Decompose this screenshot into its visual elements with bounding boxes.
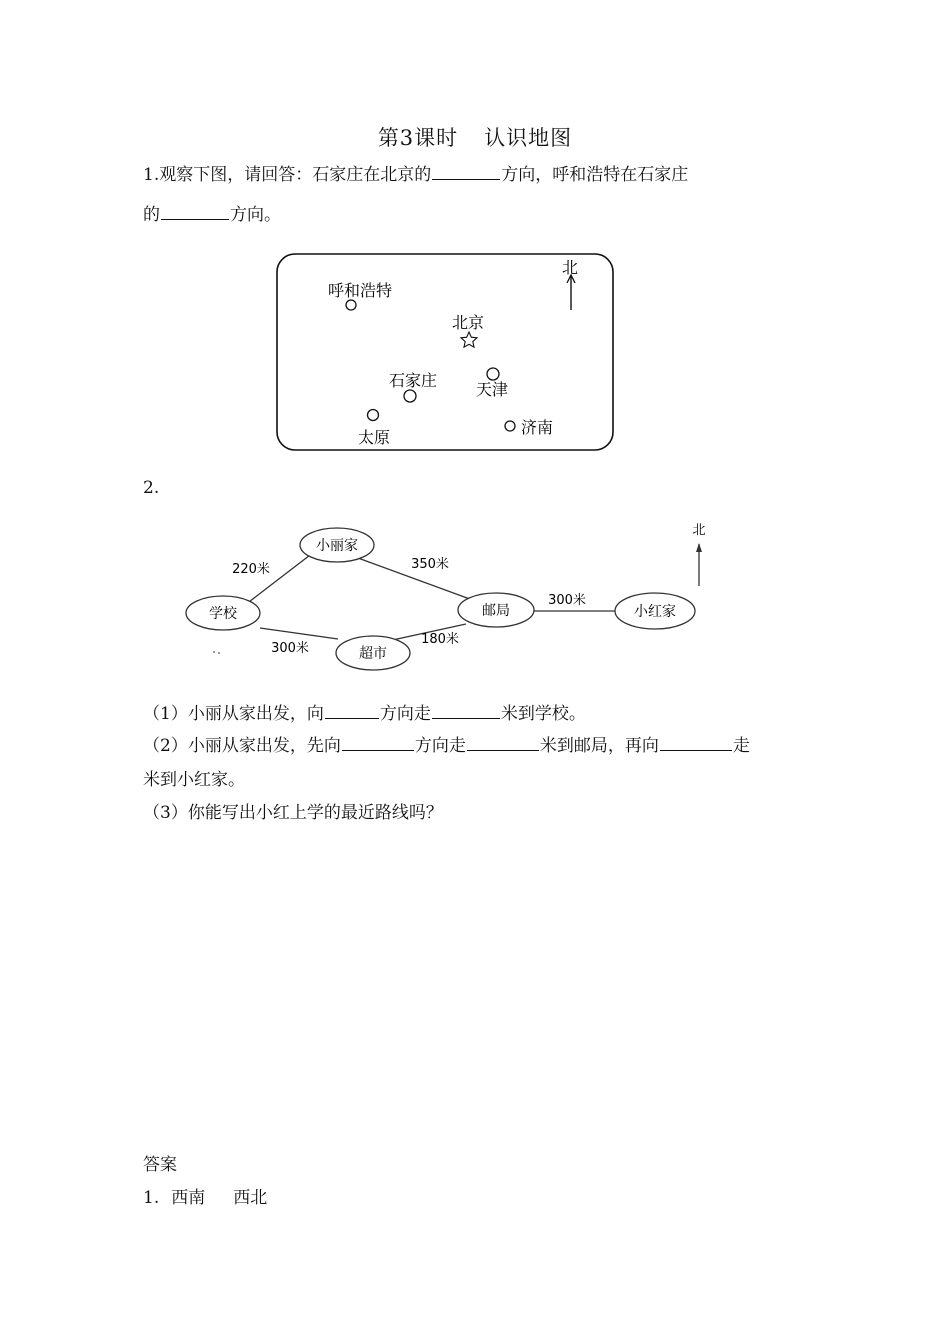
subquestion-1-text-a: （1）小丽从家出发，向	[143, 704, 324, 724]
question-1-line-1	[143, 162, 688, 187]
question-1-text-b: 方向，呼和浩特在石家庄	[501, 165, 689, 185]
city-label-beijing: 北京	[451, 313, 485, 332]
answer-1-first: 西南	[171, 1188, 206, 1208]
subquestion-2-line-2: 米到小红家。	[143, 770, 245, 790]
city-label-huhehaote: 呼和浩特	[327, 281, 393, 300]
city-marker-tianjin	[487, 368, 499, 380]
subquestion-1	[143, 701, 586, 726]
city-label-taiyuan: 太原	[357, 428, 391, 447]
answer-blank-3[interactable]	[325, 701, 379, 719]
distance-school-market: 300米	[271, 641, 309, 656]
capital-star-icon	[461, 332, 477, 347]
distance-post-xiaohong: 300米	[548, 593, 586, 608]
answer-blank-5[interactable]	[342, 733, 414, 751]
answer-1	[143, 1186, 267, 1210]
north-arrow-icon	[567, 275, 575, 310]
city-label-shijiazhuang: 石家庄	[388, 371, 438, 390]
answer-blank-7[interactable]	[660, 733, 732, 751]
lesson-topic: 认识地图	[484, 126, 573, 150]
distance-market-post: 180米	[421, 632, 459, 647]
route-school-xiaoli	[245, 552, 314, 605]
distance-school-xiaoli: 220米	[232, 562, 270, 577]
answer-1-second: 西北	[233, 1188, 268, 1208]
node-label-school: 学校	[209, 606, 237, 622]
question-2-number: 2.	[143, 478, 160, 498]
city-marker-shijiazhuang	[404, 390, 416, 402]
subquestion-2-text-a: （2）小丽从家出发，先向	[143, 736, 341, 756]
lesson-number: 第3课时	[377, 126, 459, 150]
route-map-north-label: 北	[692, 523, 706, 538]
answers-heading: 答案	[143, 1155, 177, 1175]
question-1-text-c: 的	[143, 205, 160, 225]
stray-dot	[213, 651, 215, 653]
node-label-post-office: 邮局	[482, 603, 510, 619]
answer-blank-4[interactable]	[432, 701, 500, 719]
node-label-xiaoli-home: 小丽家	[316, 538, 358, 554]
city-marker-jinan	[505, 421, 515, 431]
node-label-supermarket: 超市	[359, 646, 387, 662]
subquestion-2-text-d: 走	[732, 736, 750, 756]
answer-blank-6[interactable]	[467, 733, 539, 751]
subquestion-3: （3）你能写出小红上学的最近路线吗？	[143, 803, 443, 823]
north-label: 北	[561, 258, 579, 277]
node-label-xiaohong-home: 小红家	[634, 604, 676, 620]
stray-dot	[218, 652, 220, 654]
route-map-north-arrow-icon	[696, 543, 702, 586]
city-marker-taiyuan	[368, 410, 379, 421]
route-school-market	[260, 628, 338, 639]
question-1-text-a: 1.观察下图，请回答：石家庄在北京的	[143, 165, 432, 185]
answer-blank-1[interactable]	[432, 162, 500, 180]
city-marker-huhehaote	[346, 300, 356, 310]
page-title	[0, 122, 950, 152]
city-label-jinan: 济南	[520, 418, 554, 437]
subquestion-2-text-c: 米到邮局，再向	[539, 736, 659, 756]
city-map	[270, 248, 620, 456]
subquestion-2-text-b: 方向走	[414, 736, 466, 756]
question-1-text-d: 方向。	[230, 205, 281, 225]
question-1-line-2	[143, 202, 281, 227]
city-label-tianjin: 天津	[475, 380, 509, 399]
subquestion-1-text-b: 方向走	[379, 704, 431, 724]
route-map	[180, 512, 740, 677]
subquestion-2-line-1	[143, 733, 750, 758]
subquestion-1-text-c: 米到学校。	[500, 704, 586, 724]
answer-blank-2[interactable]	[161, 202, 229, 220]
distance-xiaoli-post: 350米	[411, 557, 449, 572]
answer-1-number: 1.	[143, 1188, 160, 1208]
